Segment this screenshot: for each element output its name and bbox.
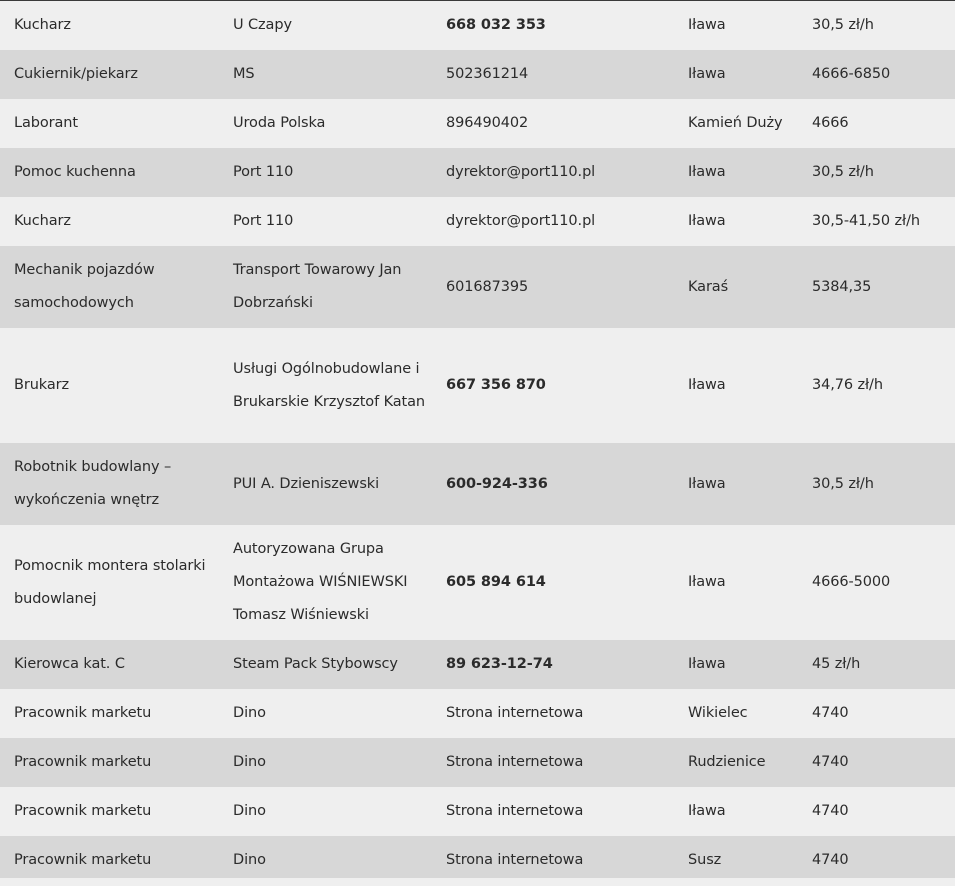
- table-row: [0, 148, 955, 197]
- cell-contact: dyrektor@port110.pl: [432, 148, 674, 197]
- cell-pay: 4666-6850: [798, 50, 955, 99]
- cell-city: Iława: [674, 640, 798, 689]
- cell-position: Pracownik marketu: [0, 836, 219, 885]
- cell-employer: Dino: [219, 787, 432, 836]
- cell-employer: Autoryzowana Grupa Montażowa WIŚNIEWSKI Tomasz Wiśniewski: [219, 525, 432, 640]
- cell-position: Laborant: [0, 99, 219, 148]
- cell-city: Susz: [674, 836, 798, 885]
- table-row: [0, 689, 955, 738]
- table-row: [0, 197, 955, 246]
- cell-contact: 601687395: [432, 246, 674, 328]
- cell-contact: Strona internetowa: [432, 787, 674, 836]
- cell-contact: 668 032 353: [432, 1, 674, 50]
- cell-pay: 30,5 zł/h: [798, 148, 955, 197]
- cell-employer: Uroda Polska: [219, 99, 432, 148]
- cell-city: Rudzienice: [674, 738, 798, 787]
- cell-position: Pomoc kuchenna: [0, 148, 219, 197]
- cell-contact: 89 623-12-74: [432, 640, 674, 689]
- cell-position: Cukiernik/piekarz: [0, 50, 219, 99]
- cell-city: Iława: [674, 148, 798, 197]
- cell-pay: 4740: [798, 738, 955, 787]
- cell-position: Pracownik marketu: [0, 689, 219, 738]
- cell-contact: 667 356 870: [432, 328, 674, 443]
- cell-position: Kucharz: [0, 197, 219, 246]
- cell-pay: 45 zł/h: [798, 640, 955, 689]
- cell-employer: Dino: [219, 689, 432, 738]
- cell-contact: Strona internetowa: [432, 738, 674, 787]
- table-row: [0, 50, 955, 99]
- table-row: [0, 525, 955, 640]
- cell-pay: 30,5 zł/h: [798, 443, 955, 525]
- cell-employer: Steam Pack Stybowscy: [219, 640, 432, 689]
- cell-contact: dyrektor@port110.pl: [432, 197, 674, 246]
- cell-pay: 5384,35: [798, 246, 955, 328]
- cell-city: Wikielec: [674, 689, 798, 738]
- cell-contact: Strona internetowa: [432, 689, 674, 738]
- table-row: [0, 443, 955, 525]
- cell-pay: 4666-5000: [798, 525, 955, 640]
- job-offers-table-body: [0, 1, 955, 885]
- table-row: [0, 787, 955, 836]
- cell-contact: 502361214: [432, 50, 674, 99]
- cell-position: Mechanik pojazdów samochodowych: [0, 246, 219, 328]
- table-row: [0, 99, 955, 148]
- cell-contact: 600-924-336: [432, 443, 674, 525]
- cell-contact: 896490402: [432, 99, 674, 148]
- cell-contact: 605 894 614: [432, 525, 674, 640]
- cell-position: Brukarz: [0, 328, 219, 443]
- cell-pay: 30,5 zł/h: [798, 1, 955, 50]
- cell-pay: 4740: [798, 787, 955, 836]
- cell-position: Kierowca kat. C: [0, 640, 219, 689]
- cell-employer: PUI A. Dzieniszewski: [219, 443, 432, 525]
- cell-pay: 30,5-41,50 zł/h: [798, 197, 955, 246]
- cell-position: Pracownik marketu: [0, 738, 219, 787]
- cell-employer: Port 110: [219, 148, 432, 197]
- cell-employer: U Czapy: [219, 1, 432, 50]
- cell-city: Karaś: [674, 246, 798, 328]
- cell-city: Iława: [674, 1, 798, 50]
- cell-pay: 4740: [798, 836, 955, 885]
- cell-city: Iława: [674, 328, 798, 443]
- cell-pay: 4740: [798, 689, 955, 738]
- job-offers-table: [0, 1, 955, 885]
- cell-city: Iława: [674, 197, 798, 246]
- cell-position: Robotnik budowlany – wykończenia wnętrz: [0, 443, 219, 525]
- cell-city: Iława: [674, 525, 798, 640]
- cell-city: Iława: [674, 787, 798, 836]
- cell-employer: Usługi Ogólnobudowlane i Brukarskie Krzysztof Katan: [219, 328, 432, 443]
- cell-employer: MS: [219, 50, 432, 99]
- cell-position: Pracownik marketu: [0, 787, 219, 836]
- table-row: [0, 328, 955, 443]
- cell-contact: Strona internetowa: [432, 836, 674, 885]
- cell-pay: 4666: [798, 99, 955, 148]
- cell-city: Kamień Duży: [674, 99, 798, 148]
- cell-city: Iława: [674, 443, 798, 525]
- table-row: [0, 1, 955, 50]
- table-row: [0, 246, 955, 328]
- table-row-partial: [0, 878, 955, 886]
- cell-employer: Transport Towarowy Jan Dobrzański: [219, 246, 432, 328]
- cell-city: Iława: [674, 50, 798, 99]
- cell-position: Pomocnik montera stolarki budowlanej: [0, 525, 219, 640]
- table-row: [0, 640, 955, 689]
- cell-employer: Dino: [219, 836, 432, 885]
- cell-employer: Dino: [219, 738, 432, 787]
- cell-employer: Port 110: [219, 197, 432, 246]
- cell-position: Kucharz: [0, 1, 219, 50]
- table-row: [0, 738, 955, 787]
- cell-pay: 34,76 zł/h: [798, 328, 955, 443]
